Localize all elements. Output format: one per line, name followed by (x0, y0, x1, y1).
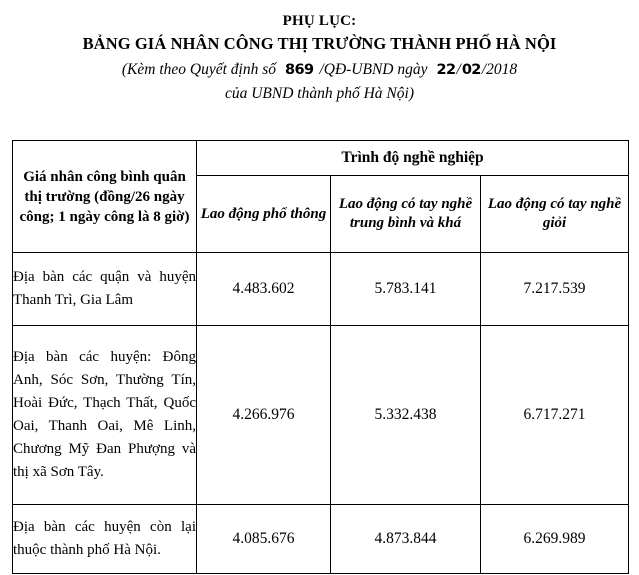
value-medium: 5.783.141 (331, 253, 481, 326)
region-name: Địa bàn các quận và huyện Thanh Trì, Gia Lâm (13, 253, 197, 326)
value-medium: 5.332.438 (331, 326, 481, 505)
decision-month: 02 (461, 62, 481, 78)
document-decision-line (0, 58, 639, 82)
document-heading (0, 0, 639, 105)
decision-middle: /QĐ-UBND ngày (319, 61, 428, 78)
header-unskilled: Lao động phổ thông (197, 176, 331, 253)
table-row (13, 253, 629, 326)
decision-slash: / (456, 61, 461, 78)
decision-number: 869 (284, 62, 314, 78)
value-unskilled: 4.085.676 (197, 505, 331, 574)
value-skilled: 6.717.271 (481, 326, 629, 505)
document-issuer-line: của UBND thành phố Hà Nội) (224, 85, 414, 102)
header-row-top (13, 141, 629, 176)
labor-price-table (12, 140, 629, 574)
value-skilled: 6.269.989 (481, 505, 629, 574)
region-name: Địa bàn các huyện: Đông Anh, Sóc Sơn, Thường Tín, Hoài Đức, Thạch Thất, Quốc Oai, Thanh Oai, Mê Linh, Chương Mỹ Đan Phượng và thị xã Sơn Tây. (13, 326, 197, 505)
value-unskilled: 4.483.602 (197, 253, 331, 326)
value-medium: 4.873.844 (331, 505, 481, 574)
decision-year: /2018 (481, 61, 518, 78)
header-skill-group: Trình độ nghề nghiệp (197, 141, 629, 176)
decision-prefix: (Kèm theo Quyết định số (121, 61, 276, 78)
header-medium-skilled: Lao động có tay nghề trung bình và khá (331, 176, 481, 253)
table-row (13, 505, 629, 574)
header-highly-skilled: Lao động có tay nghề giỏi (481, 176, 629, 253)
table-head (13, 141, 629, 253)
decision-day: 22 (436, 62, 456, 78)
table-row (13, 326, 629, 505)
document-title: BẢNG GIÁ NHÂN CÔNG THỊ TRƯỜNG THÀNH PHỐ HÀ NỘI (82, 34, 557, 53)
header-market-price: Giá nhân công bình quân thị trường (đồng/26 ngày công; 1 ngày công là 8 giờ) (13, 141, 197, 253)
value-skilled: 7.217.539 (481, 253, 629, 326)
price-table-container (12, 140, 628, 574)
document-kicker: PHỤ LỤC: (282, 13, 357, 29)
value-unskilled: 4.266.976 (197, 326, 331, 505)
region-name: Địa bàn các huyện còn lại thuộc thành phố Hà Nội. (13, 505, 197, 574)
table-body (13, 253, 629, 574)
